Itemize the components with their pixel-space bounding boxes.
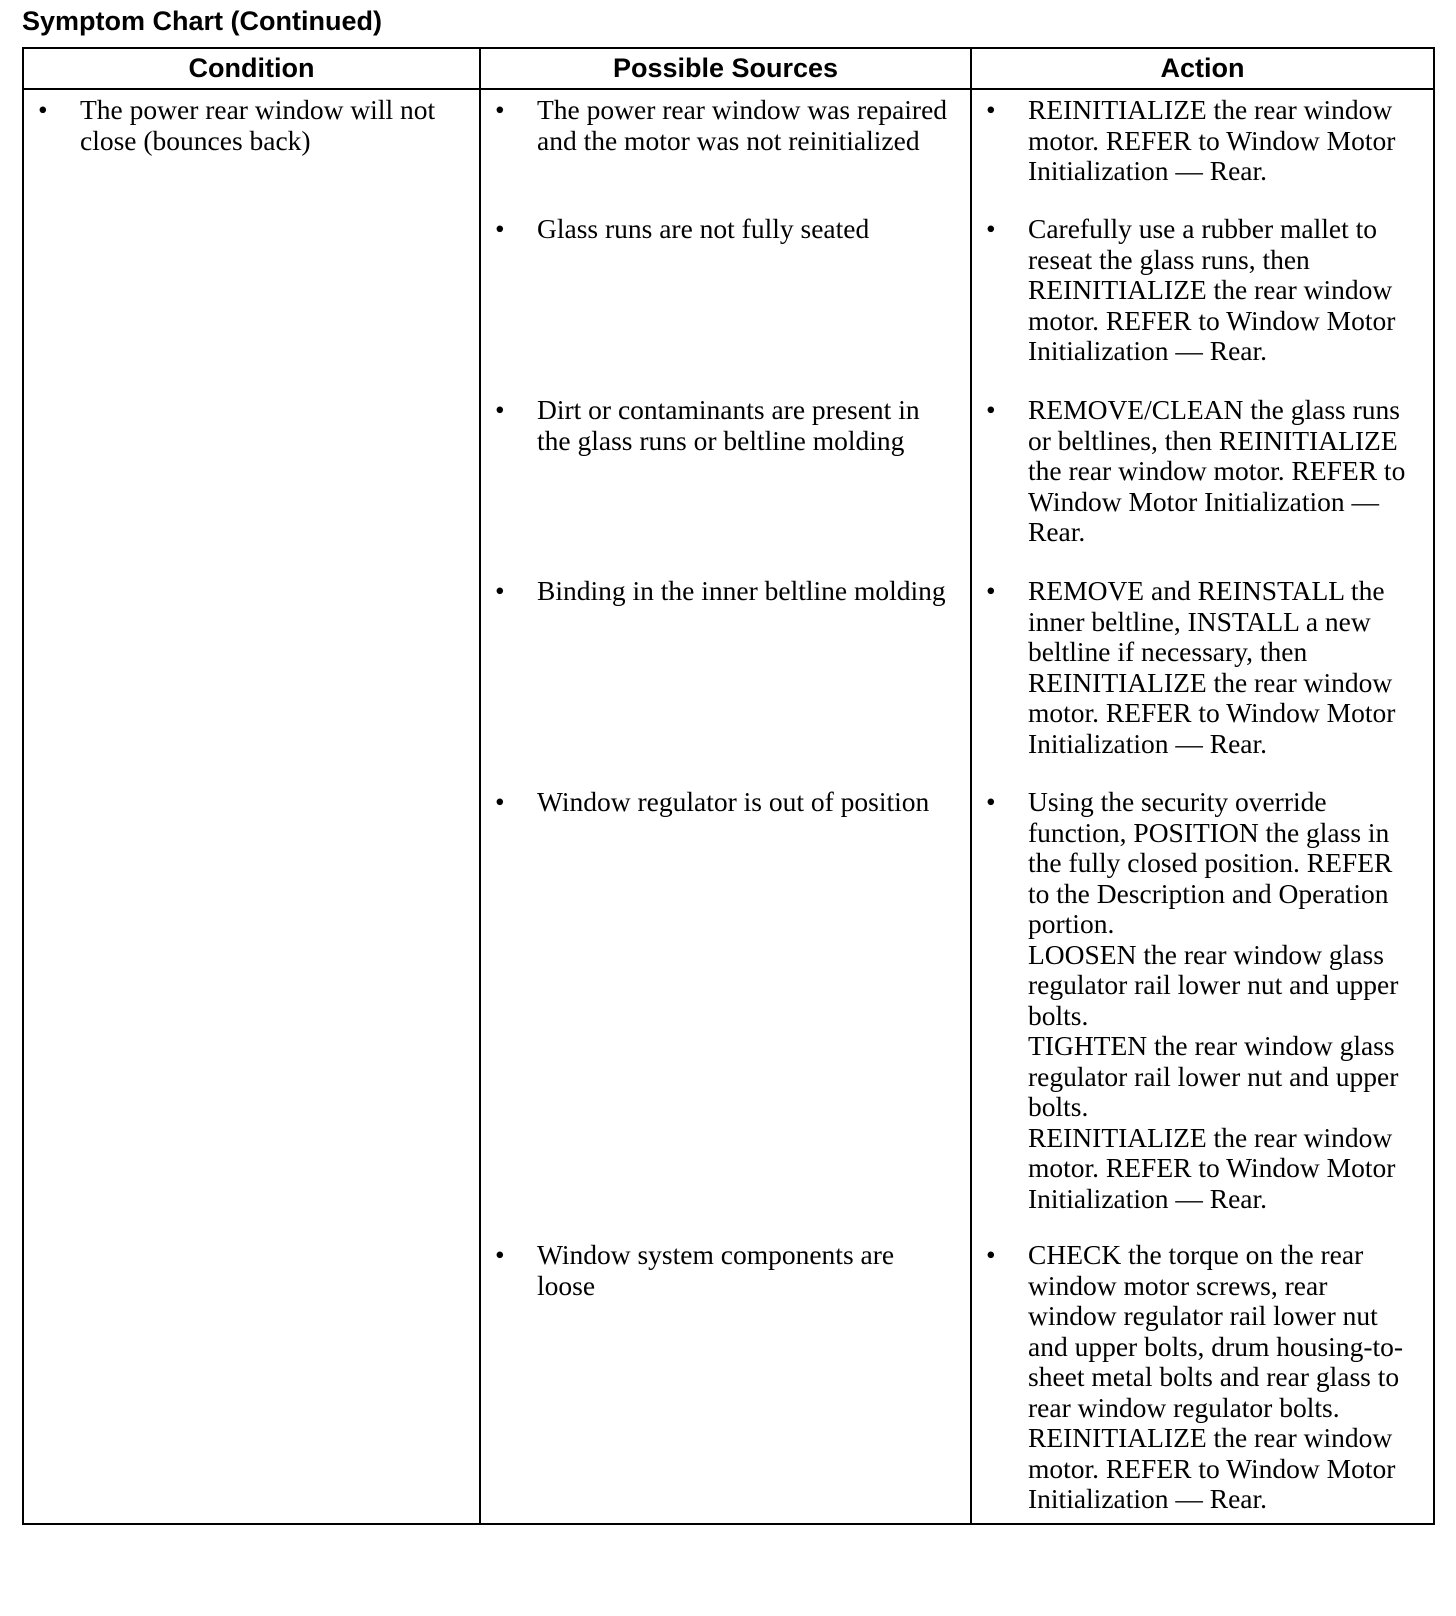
- bullet-icon: •: [986, 1239, 996, 1270]
- table-row: [23, 89, 1434, 209]
- action-text: Carefully use a rubber mallet to reseat the glass runs, then REINITIALIZE the rear window motor. REFER to Window Motor Initialization — Rear.: [1028, 213, 1396, 366]
- header-possible-sources: Possible Sources: [480, 48, 971, 89]
- action-text: REMOVE/CLEAN the glass runs or beltlines, then REINITIALIZE the rear window motor. REFER to Window Motor Initialization — Rear.: [1028, 394, 1406, 547]
- source-cell: [480, 209, 971, 390]
- bullet-icon: •: [495, 1239, 505, 1270]
- source-item: [493, 214, 952, 245]
- symptom-chart-table: [22, 47, 1435, 1525]
- condition-cell: [23, 89, 480, 1524]
- bullet-icon: •: [38, 94, 48, 125]
- action-cell: [971, 209, 1434, 390]
- action-cell: [971, 390, 1434, 571]
- page-title: Symptom Chart (Continued): [22, 6, 382, 36]
- source-cell: [480, 1235, 971, 1524]
- action-cell: [971, 1235, 1434, 1524]
- header-condition: Condition: [23, 48, 480, 89]
- action-cell: [971, 782, 1434, 1235]
- header-action: Action: [971, 48, 1434, 89]
- action-text: REINITIALIZE the rear window motor. REFER to Window Motor Initialization — Rear.: [1028, 94, 1396, 186]
- bullet-icon: •: [986, 394, 996, 425]
- bullet-icon: •: [495, 575, 505, 606]
- action-text: REINITIALIZE the rear window motor. REFER to Window Motor Initialization — Rear.: [1028, 1422, 1396, 1514]
- bullet-icon: •: [986, 786, 996, 817]
- action-text: TIGHTEN the rear window glass regulator rail lower nut and upper bolts.: [1028, 1030, 1399, 1122]
- action-text: LOOSEN the rear window glass regulator rail lower nut and upper bolts.: [1028, 938, 1399, 1031]
- action-item: [984, 576, 1415, 759]
- bullet-icon: •: [986, 94, 996, 125]
- source-item: [493, 95, 952, 156]
- condition-item: [36, 95, 461, 156]
- bullet-icon: •: [495, 394, 505, 425]
- source-item: [493, 395, 952, 456]
- source-text: Binding in the inner beltline molding: [537, 575, 946, 606]
- source-cell: [480, 782, 971, 1235]
- action-text: REMOVE and REINSTALL the inner beltline, INSTALL a new beltline if necessary, then REINITIALIZE the rear window motor. REFER to Window Motor Initialization — Rear.: [1028, 575, 1396, 759]
- action-text: CHECK the torque on the rear window motor screws, rear window regulator rail lower nut and upper bolts, drum housing-to-sheet metal bolts and rear glass to rear window regulator bolts.: [1028, 1239, 1404, 1423]
- header-row: [23, 48, 1434, 89]
- bullet-icon: •: [495, 786, 505, 817]
- source-item: [493, 576, 952, 607]
- condition-text: The power rear window will not close (bounces back): [80, 94, 436, 156]
- source-cell: [480, 89, 971, 209]
- bullet-icon: •: [495, 94, 505, 125]
- action-item: [984, 214, 1415, 367]
- action-item: [984, 95, 1415, 187]
- source-item: [493, 1240, 952, 1301]
- action-text: REINITIALIZE the rear window motor. REFER to Window Motor Initialization — Rear.: [1028, 1121, 1396, 1214]
- action-text: Using the security override function, POSITION the glass in the fully closed position. REFER to the Description and Operation portion.: [1028, 786, 1393, 939]
- source-text: Window system components are loose: [537, 1239, 895, 1301]
- source-cell: [480, 571, 971, 782]
- source-text: Glass runs are not fully seated: [537, 213, 870, 244]
- source-text: Dirt or contaminants are present in the glass runs or beltline molding: [537, 394, 920, 456]
- source-item: [493, 787, 952, 818]
- source-cell: [480, 390, 971, 571]
- bullet-icon: •: [495, 213, 505, 244]
- bullet-icon: •: [986, 213, 996, 244]
- source-text: The power rear window was repaired and the motor was not reinitialized: [537, 94, 948, 156]
- source-text: Window regulator is out of position: [537, 786, 930, 817]
- action-cell: [971, 571, 1434, 782]
- action-item: [984, 395, 1415, 548]
- action-cell: [971, 89, 1434, 209]
- action-item: [984, 787, 1415, 1214]
- bullet-icon: •: [986, 575, 996, 606]
- action-item: [984, 1240, 1415, 1515]
